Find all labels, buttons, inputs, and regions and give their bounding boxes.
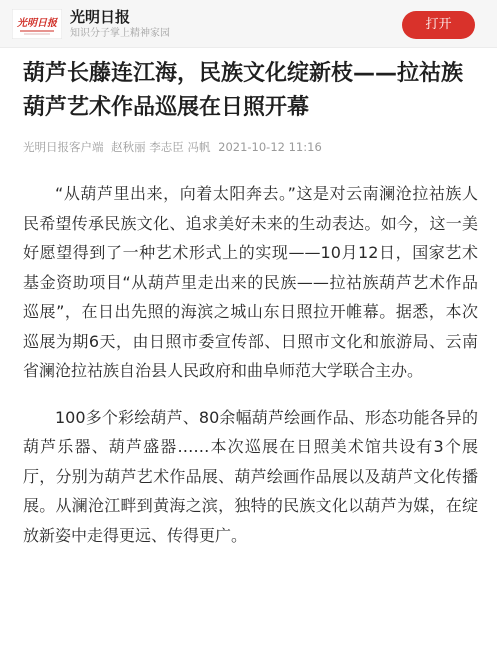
open-app-button[interactable]: 打开 xyxy=(402,11,475,39)
article-title: 葫芦长藤连江海，民族文化绽新枝——拉祜族葫芦艺术作品巡展在日照开幕 xyxy=(23,61,464,120)
article-paragraph: “从葫芦里出来，向着太阳奔去。”这是对云南澜沧拉祜族人民希望传承民族文化、追求美好未来的生动表达。如今，这一美好愿望得到了一种艺术形式上的实现——10月12日，国家艺术基金资助项目“从葫芦里走出来的民族——拉祜族葫芦艺术作品巡展”，在日出先照的海滨之城山东日照拉开帷幕。据悉，本次巡展为期6天，由日照市委宣传部、日照市文化和旅游局、云南省澜沧拉祜族自治县人民政府和曲阜师范大学联合主办。 xyxy=(23,184,478,380)
app-name: 光明日报 xyxy=(70,8,131,26)
article-paragraph: 100多个彩绘葫芦、80余幅葫芦绘画作品、形态功能各异的葫芦乐器、葫芦盛器……本次巡展在日照美术馆共设有3个展厅，分别为葫芦艺术作品展、葫芦绘画作品展以及葫芦文化传播展。从澜沧江畔到黄海之滨，独特的民族文化以葫芦为媒，在绽放新姿中走得更远、传得更广。 xyxy=(23,407,478,545)
byline-authors: 赵秋丽 李志臣 冯帆 xyxy=(111,140,211,154)
guangming-daily-logo-icon xyxy=(12,9,62,39)
app-slogan: 知识分子掌上精神家园 xyxy=(70,28,170,39)
app-download-banner[interactable] xyxy=(0,0,497,48)
byline-datetime: 2021-10-12 11:16 xyxy=(218,140,322,154)
article-body xyxy=(23,179,478,567)
logo-text: 光明日报 xyxy=(17,18,57,29)
article-byline xyxy=(23,140,322,154)
byline-source: 光明日报客户端 xyxy=(23,140,104,154)
